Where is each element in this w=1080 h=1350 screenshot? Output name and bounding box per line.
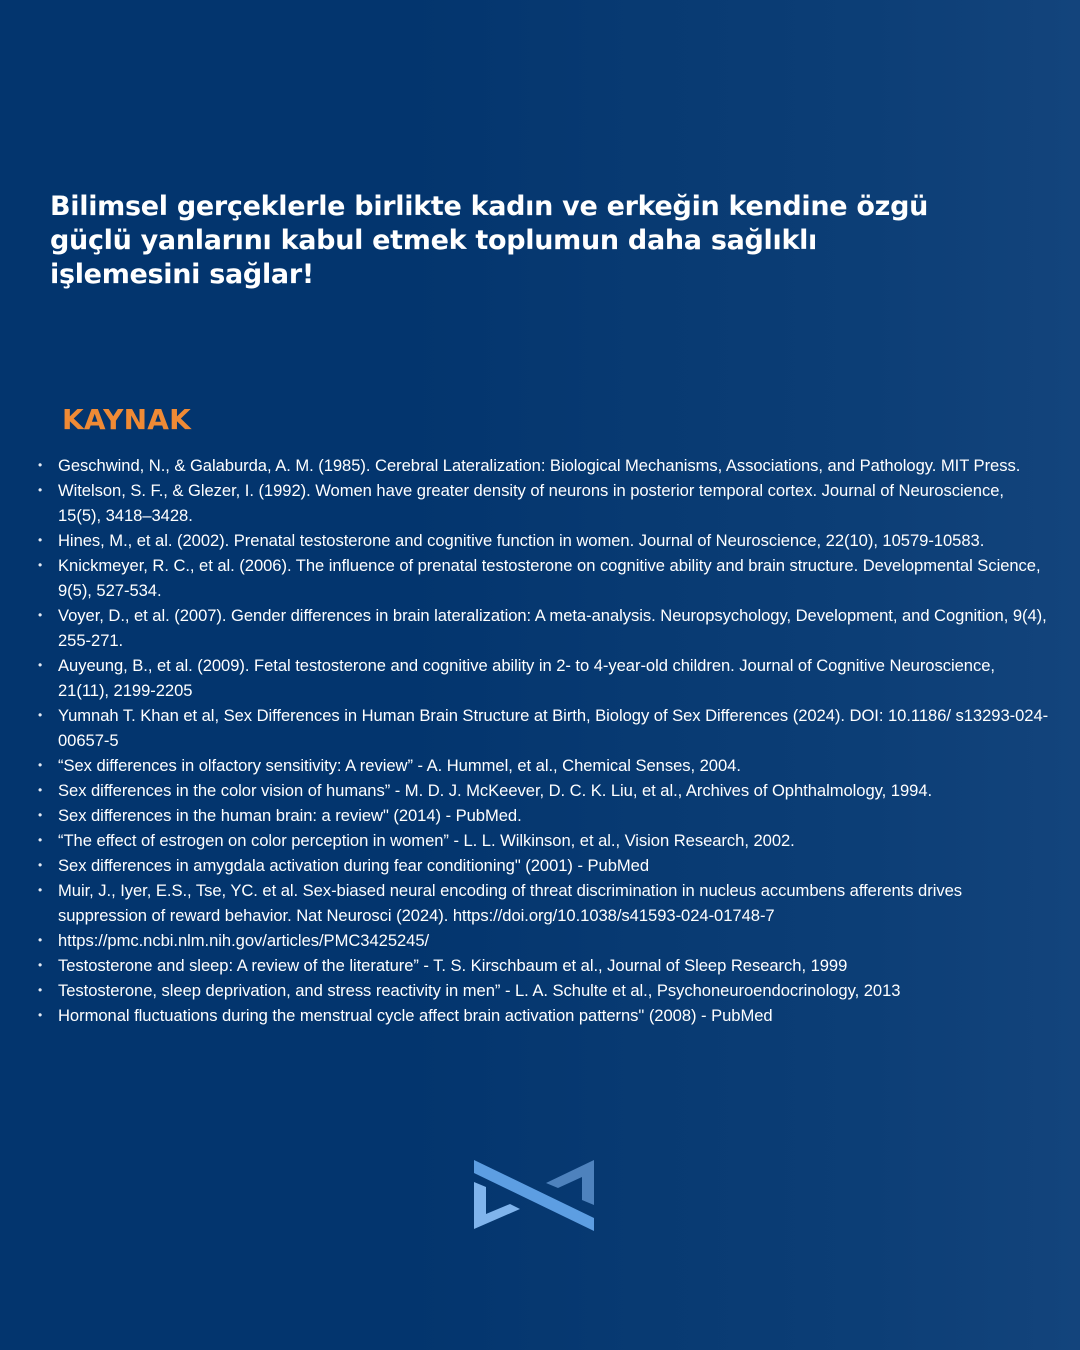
reference-item [38,878,1050,928]
reference-item [38,753,1050,778]
reference-text: Testosterone, sleep deprivation, and stress reactivity in men” - L. A. Schulte et al., Psychoneuroendocrinology, 2013 [58,981,901,1000]
reference-text: Testosterone and sleep: A review of the literature” - T. S. Kirschbaum et al., Journal of Sleep Research, 1999 [58,956,848,975]
reference-link[interactable]: https://pmc.ncbi.nlm.nih.gov/articles/PMC3425245/ [58,931,430,950]
bullet-icon: • [38,483,43,497]
bullet-icon: • [38,458,43,472]
reference-item [38,778,1050,803]
bullet-icon: • [38,658,43,672]
bullet-icon: • [38,808,43,822]
reference-item [38,1003,1050,1028]
reference-item [38,953,1050,978]
sources-title: KAYNAK [62,403,191,436]
reference-text: Auyeung, B., et al. (2009). Fetal testosterone and cognitive ability in 2- to 4-year-old children. Journal of Cognitive Neuroscience, 21(11), 2199-2205 [58,656,995,700]
headline-line-1: Bilimsel gerçeklerle birlikte kadın ve erkeğin kendine özgü [50,191,929,222]
reference-text: Yumnah T. Khan et al, Sex Differences in Human Brain Structure at Birth, Biology of Sex Differences (2024). DOI: 10.1186/ s13293-024-00657-5 [58,706,1049,750]
bullet-icon: • [38,558,43,572]
bullet-icon: • [38,1008,43,1022]
reference-text: Muir, J., Iyer, E.S., Tse, YC. et al. Sex-biased neural encoding of threat discrimination in nucleus accumbens afferents drives suppression of reward behavior. Nat Neurosci (2024). https://doi.org/10.1038/s41593-024-01748-7 [58,881,963,925]
reference-item [38,803,1050,828]
reference-item [38,553,1050,603]
bullet-icon: • [38,758,43,772]
bullet-icon: • [38,833,43,847]
bullet-icon: • [38,933,43,947]
reference-text: “The effect of estrogen on color perception in women” - L. L. Wilkinson, et al., Vision Research, 2002. [58,831,795,850]
bullet-icon: • [38,958,43,972]
reference-text: “Sex differences in olfactory sensitivity: A review” - A. Hummel, et al., Chemical Senses, 2004. [58,756,741,775]
reference-text: Geschwind, N., & Galaburda, A. M. (1985). Cerebral Lateralization: Biological Mechanisms, Associations, and Pathology. MIT Press. [58,456,1021,475]
reference-text: Voyer, D., et al. (2007). Gender differences in brain lateralization: A meta-analysis. Neuropsychology, Development, and Cognition, 9(4), 255-271. [58,606,1047,650]
bullet-icon: • [38,783,43,797]
headline-line-2: güçlü yanlarını kabul etmek toplumun daha sağlıklı [50,225,818,256]
reference-text: Knickmeyer, R. C., et al. (2006). The influence of prenatal testosterone on cognitive ability and brain structure. Developmental Science, 9(5), 527-534. [58,556,1041,600]
logo-right-bracket [546,1160,594,1205]
reference-item [38,853,1050,878]
reference-text: Sex differences in amygdala activation during fear conditioning" (2001) - PubMed [58,856,650,875]
reference-item [38,603,1050,653]
bullet-icon: • [38,533,43,547]
reference-text: Witelson, S. F., & Glezer, I. (1992). Women have greater density of neurons in posterior temporal cortex. Journal of Neuroscience, 15(5), 3418–3428. [58,481,1004,525]
reference-item [38,478,1050,528]
reference-text: Hines, M., et al. (2002). Prenatal testosterone and cognitive function in women. Journal of Neuroscience, 22(10), 10579-10583. [58,531,985,550]
headline-line-3: işlemesini sağlar! [50,259,314,290]
reference-text: Hormonal fluctuations during the menstrual cycle affect brain activation patterns" (2008) - PubMed [58,1006,773,1025]
headline [50,190,1010,292]
reference-item [38,653,1050,703]
brand-logo-icon [474,1160,594,1232]
reference-text: Sex differences in the color vision of humans” - M. D. J. McKeever, D. C. K. Liu, et al., Archives of Ophthalmology, 1994. [58,781,933,800]
reference-item [38,453,1050,478]
reference-item [38,978,1050,1003]
reference-text: Sex differences in the human brain: a review" (2014) - PubMed. [58,806,522,825]
reference-item [38,928,1050,953]
bullet-icon: • [38,608,43,622]
bullet-icon: • [38,883,43,897]
reference-list [38,453,1050,1028]
bullet-icon: • [38,858,43,872]
bullet-icon: • [38,708,43,722]
reference-item [38,528,1050,553]
reference-item [38,703,1050,753]
bullet-icon: • [38,983,43,997]
reference-item [38,828,1050,853]
